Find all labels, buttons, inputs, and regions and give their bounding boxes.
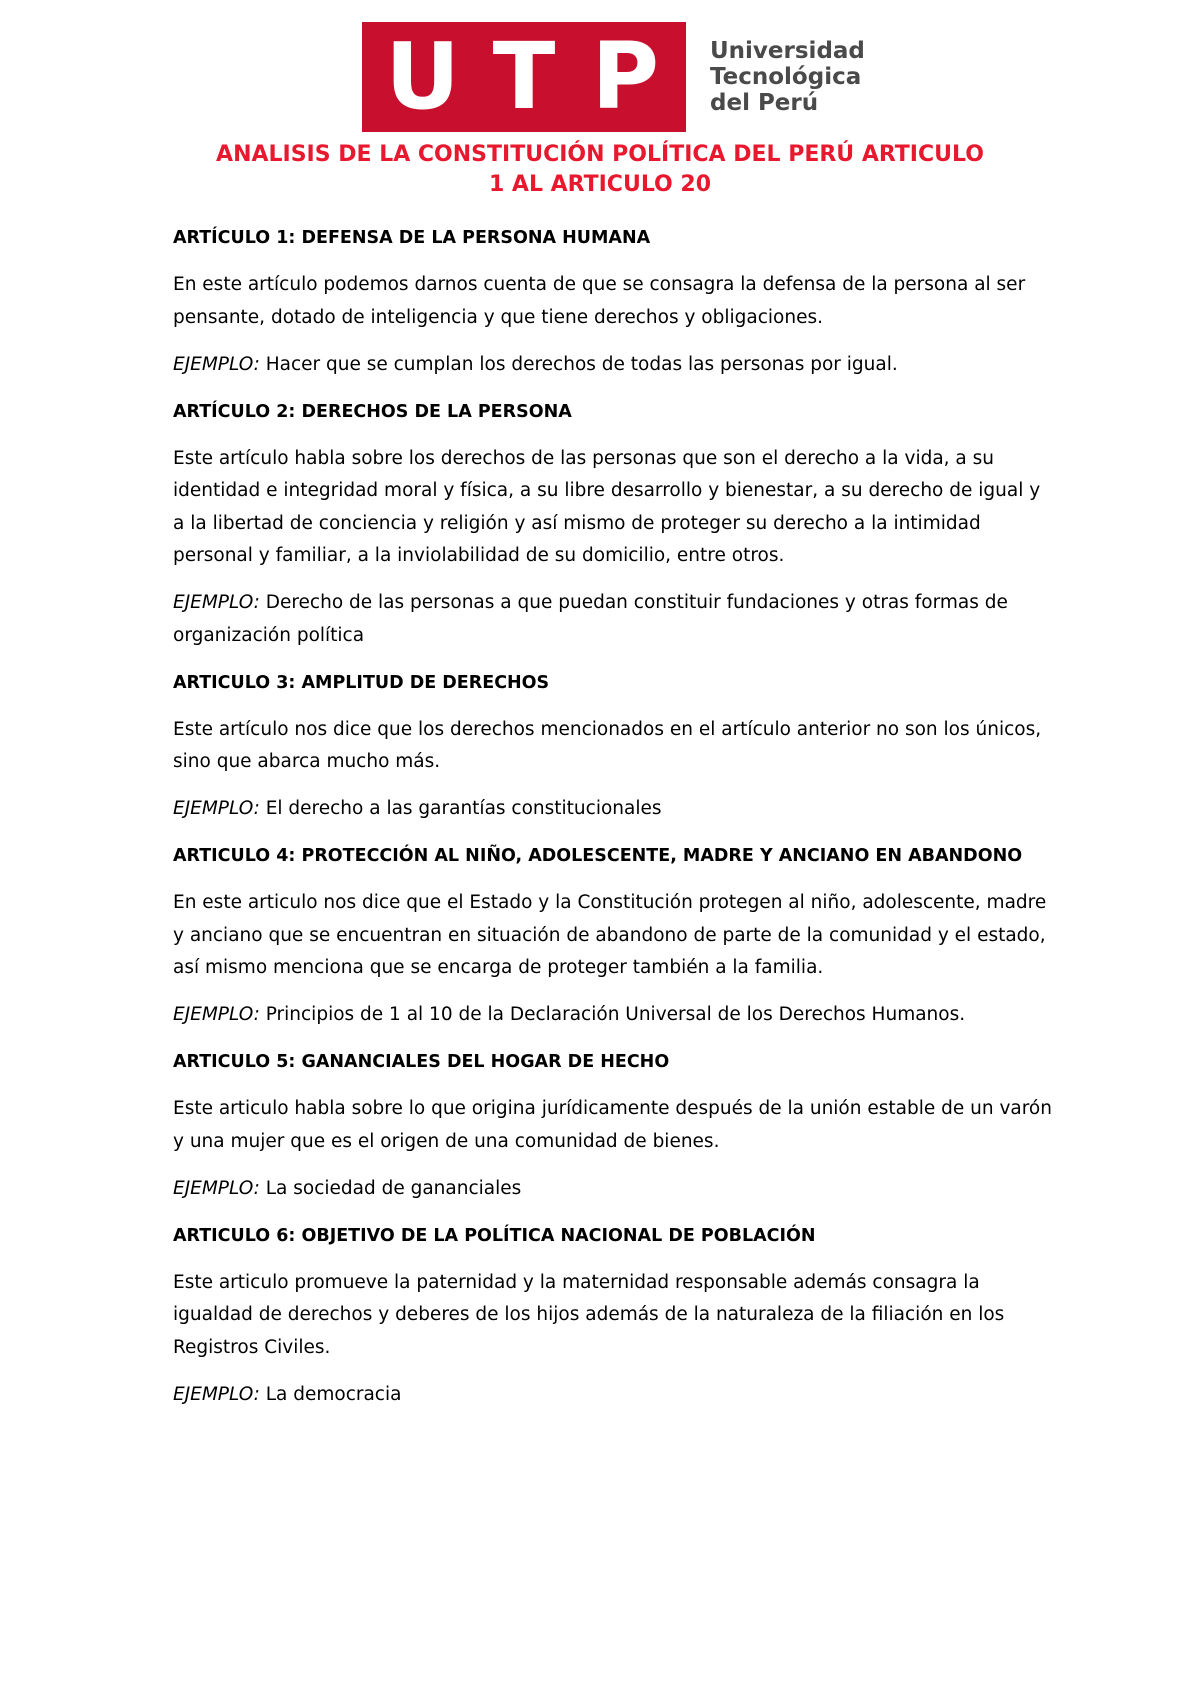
example-label: EJEMPLO: xyxy=(173,1177,260,1199)
article-body: Este articulo habla sobre lo que origina jurídicamente después de la unión estable de un varón y una mujer que es el origen de una comunidad de bienes. xyxy=(173,1098,1052,1152)
logo-text-line: del Perú xyxy=(710,90,819,116)
article-body: Este articulo promueve la paternidad y la maternidad responsable además consagra la igualdad de derechos y deberes de los hijos además de la naturaleza de la filiación en los Registros Civiles. xyxy=(173,1271,1005,1358)
article-example xyxy=(173,349,1053,382)
article-heading: ARTICULO 4: PROTECCIÓN AL NIÑO, ADOLESCENTE, MADRE Y ANCIANO EN ABANDONO xyxy=(173,846,1023,866)
article-section xyxy=(173,222,1053,381)
utp-logo xyxy=(362,22,865,132)
example-text: Derecho de las personas a que puedan constituir fundaciones y otras formas de organización política xyxy=(173,592,1008,646)
logo-wordmark xyxy=(710,38,865,116)
article-example xyxy=(173,587,1053,652)
document-content xyxy=(173,222,1053,1426)
article-body: Este artículo nos dice que los derechos mencionados en el artículo anterior no son los únicos, sino que abarca mucho más. xyxy=(173,718,1042,772)
article-body: En este articulo nos dice que el Estado y la Constitución protegen al niño, adolescente, madre y anciano que se encuentran en situación de abandono de parte de la comunidad y el estado, así mismo menciona que se encarga de proteger también a la familia. xyxy=(173,892,1047,978)
article-example xyxy=(173,793,1053,826)
example-label: EJEMPLO: xyxy=(173,1004,260,1025)
logo-text-line: Tecnológica xyxy=(710,64,862,90)
article-body: En este artículo podemos darnos cuenta de que se consagra la defensa de la persona al ser pensante, dotado de inteligencia y que tiene derechos y obligaciones. xyxy=(173,274,1026,328)
article-heading: ARTICULO 6: OBJETIVO DE LA POLÍTICA NACIONAL DE POBLACIÓN xyxy=(173,1225,816,1246)
article-example xyxy=(173,1173,1053,1206)
example-label: EJEMPLO: xyxy=(173,798,260,819)
example-label: EJEMPLO: xyxy=(173,592,260,613)
article-heading: ARTÍCULO 1: DEFENSA DE LA PERSONA HUMANA xyxy=(173,228,651,248)
article-section xyxy=(173,667,1053,826)
logo-letter: T xyxy=(492,23,556,130)
example-text: La sociedad de gananciales xyxy=(259,1177,522,1199)
document-title xyxy=(150,140,1050,200)
title-line-1: ANALISIS DE LA CONSTITUCIÓN POLÍTICA DEL PERÚ ARTICULO xyxy=(216,142,984,167)
article-section xyxy=(173,396,1053,653)
article-example xyxy=(173,1379,1053,1412)
example-label: EJEMPLO: xyxy=(173,1383,260,1405)
logo-letter: P xyxy=(591,23,660,130)
article-heading: ARTICULO 5: GANANCIALES DEL HOGAR DE HECHO xyxy=(173,1052,670,1072)
example-text: Principios de 1 al 10 de la Declaración Universal de los Derechos Humanos. xyxy=(259,1004,966,1025)
article-section xyxy=(173,1046,1053,1205)
article-example xyxy=(173,999,1053,1032)
example-label: EJEMPLO: xyxy=(173,353,260,375)
logo-text-line: Universidad xyxy=(710,38,865,64)
article-heading: ARTICULO 3: AMPLITUD DE DERECHOS xyxy=(173,672,550,693)
article-section xyxy=(173,1220,1053,1412)
article-section xyxy=(173,840,1053,1032)
title-line-2: 1 AL ARTICULO 20 xyxy=(488,172,712,197)
logo-mark xyxy=(362,22,686,132)
example-text: El derecho a las garantías constitucionales xyxy=(259,798,662,819)
example-text: Hacer que se cumplan los derechos de todas las personas por igual. xyxy=(259,353,898,375)
article-body: Este artículo habla sobre los derechos de las personas que son el derecho a la vida, a su identidad e integridad moral y física, a su libre desarrollo y bienestar, a su derecho de igual y a la libertad de conciencia y religión y así mismo de proteger su derecho a la intimidad personal y familiar, a la inviolabilidad de su domicilio, entre otros. xyxy=(173,447,1041,566)
example-text: La democracia xyxy=(259,1383,402,1405)
logo-letter: U xyxy=(385,23,461,130)
article-heading: ARTÍCULO 2: DERECHOS DE LA PERSONA xyxy=(173,401,572,422)
